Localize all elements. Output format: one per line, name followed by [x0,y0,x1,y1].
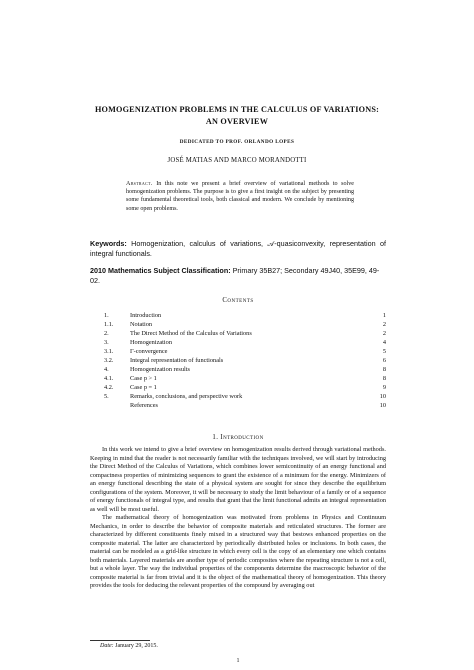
toc-entry-title [104,329,252,338]
paragraph-2: The mathematical theory of homogenization was motivated from problems in Physics and Continuum Mechanics, in order to describe the behavior of composite materials and reticulated structures. The former are characterized by different constituents finely mixed in a structured way that bestows enhanced properties on the composite material. The latter are characterized by periodically distributed holes or inclusions. In both cases, the material can be modeled as a grid-like structure in which every cell is the copy of an elementary one which contains both materials. Layered materials are another type of periodic composites where the repeating structure is not a cell, but a whole layer. The way the individual properties of the components determine the macroscopic behavior of the composite material is far from trivial and it is the object of the mathematical theory of homogenization. This theory provides the tools for deducing the relevant properties of the compound by averaging out [90,514,386,589]
abstract [126,180,354,213]
toc-entry-number: 4.2. [104,384,114,391]
toc-entry[interactable] [104,383,386,392]
toc-entry-title [104,320,152,329]
toc-entry-page: 4 [382,339,386,346]
toc-entry-number: 1. [104,312,109,319]
page-number: 1 [236,658,240,664]
abstract-lead: Abstract. [126,181,153,187]
msc-classification [90,266,386,286]
footnote-text: January 29, 2015. [115,643,158,649]
toc-entry-number: 5. [104,393,109,400]
authors: JOSÉ MATIAS AND MARCO MORANDOTTI [167,157,307,164]
keywords-label: Keywords: [90,239,127,248]
toc-entry-page: 2 [382,321,386,328]
contents-heading: Contents [222,297,254,304]
toc-entry-page: 10 [379,402,386,409]
toc-entry-title [104,311,161,320]
toc-entry-page: 1 [382,312,386,319]
toc-entry-title [104,365,190,374]
toc-entry[interactable] [104,374,386,383]
toc-entry-title [104,347,167,356]
toc-entry-number: 4.1. [104,375,114,382]
toc-entry-label: Γ-convergence [130,348,168,355]
toc-entry[interactable] [104,311,386,320]
toc-entry-number: 1.1. [104,321,114,328]
toc-entry-page: 2 [382,330,386,337]
title-line-1: HOMOGENIZATION PROBLEMS IN THE CALCULUS OF VARIATIONS: [94,105,380,114]
toc-entry-page: 6 [382,357,386,364]
toc-entry-page: 8 [382,375,386,382]
toc-entry-number: 4. [104,366,109,373]
keywords-text: Homogenization, calculus of variations, 𝒜-quasiconvexity, representation of integral functionals. [90,239,386,258]
toc-entry-label: Homogenization [130,339,172,346]
dedication: DEDICATED TO PROF. ORLANDO LOPES [179,139,295,145]
toc-entry[interactable] [104,365,386,374]
toc-entry-page: 5 [382,348,386,355]
toc-entry-title [104,338,172,347]
toc-entry-label: References [130,402,158,409]
toc-entry-label: Integral representation of functionals [130,357,224,364]
toc-entry[interactable] [104,401,386,410]
toc-entry-number: 3.2. [104,357,114,364]
toc-entry-label: Remarks, conclusions, and perspective work [130,393,243,400]
toc-entry[interactable] [104,329,386,338]
table-of-contents [104,311,386,410]
toc-entry-page: 9 [382,384,386,391]
toc-entry-label: The Direct Method of the Calculus of Variations [130,330,252,337]
toc-entry-page: 8 [382,366,386,373]
toc-entry-title [104,374,157,383]
toc-entry-title [104,392,242,401]
section-heading-introduction: 1. Introduction [212,434,264,441]
paper-title [90,104,384,128]
toc-entry-page: 10 [379,393,386,400]
toc-entry-label: Introduction [130,312,162,319]
footnote-label: Date: [100,643,114,649]
abstract-text: In this note we present a brief overview of variational methods to solve homogenization problems. The purpose is to give a first insight on the subject by presenting some fundamental theoretical tools, both classical and modern. We conclude by mentioning some open problems. [126,181,354,212]
toc-entry-number: 3. [104,339,109,346]
toc-entry-number: 3.1. [104,348,114,355]
msc-text: Primary 35B27; Secondary 49J40, 35E99, 49-02. [90,266,380,285]
toc-entry[interactable] [104,338,386,347]
toc-entry-label: Case p > 1 [130,375,157,382]
toc-entry-label: Case p = 1 [130,384,157,391]
title-line-2: AN OVERVIEW [205,117,269,126]
toc-entry-title [104,383,157,392]
toc-entry-title [104,356,223,365]
keywords [90,239,386,259]
footnote-date [100,643,158,649]
toc-entry-label: Notation [130,321,153,328]
toc-entry[interactable] [104,356,386,365]
toc-entry-label: Homogenization results [130,366,190,373]
toc-entry[interactable] [104,320,386,329]
toc-entry[interactable] [104,392,386,401]
introduction-body [90,446,386,591]
msc-label: 2010 Mathematics Subject Classification: [90,266,231,275]
toc-entry-number: 2. [104,330,109,337]
paragraph-1: In this work we intend to give a brief overview on homogenization results derived through variational methods. Keeping in mind that the reader is not necessarily familiar with the techniques involved, we will start by introducing the Direct Method of the Calculus of Variations, which combines lower semicontinuity of an energy functional and compactness properties of minimizing sequences to grant the existence of a minimum for the energy. Minimizers of an energy functional describing the state of a physical system are sought for since they describe the equilibrium configurations of the system. Moreover, it will be necessary to study the limit behaviour of a family or of a sequence of energy functionals of integral type, and results that grant that the limit functional admits an integral representation as well will be most useful. [90,446,386,513]
toc-entry[interactable] [104,347,386,356]
footnote-rule [90,640,150,641]
toc-entry-title [104,401,158,410]
